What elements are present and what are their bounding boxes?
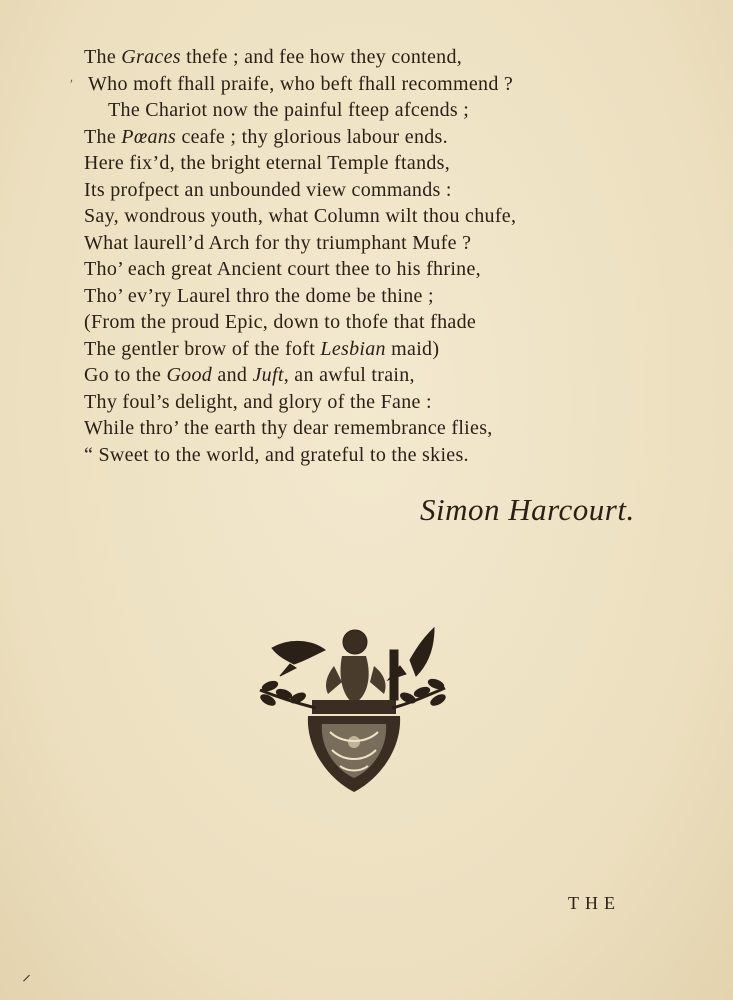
- poem-line: (From the proud Epic, down to thofe that fhade: [84, 311, 477, 333]
- margin-mark: ʹ: [70, 78, 74, 93]
- poem-line: Thy foul’s delight, and glory of the Fane :: [84, 390, 432, 413]
- poem-line: Tho’ ev’ry Laurel thro the dome be thine ;: [84, 284, 434, 307]
- cherub-vignette-icon: [250, 620, 455, 800]
- poem-line: Who moft fhall praife, who beft fhall recommend ?: [88, 72, 514, 95]
- poem-line: The Pœans ceafe ; thy glorious labour ends.: [84, 125, 448, 148]
- poem-line: The Chariot now the painful fteep afcends ;: [108, 99, 470, 121]
- poem-line: The gentler brow of the foft Lesbian maid): [84, 337, 440, 360]
- poem-line: “ Sweet to the world, and grateful to the skies.: [84, 443, 469, 466]
- poem-line: Go to the Good and Juft, an awful train,: [84, 364, 415, 386]
- poem-line: While thro’ the earth thy dear remembrance flies,: [84, 417, 493, 439]
- poem-line: What laurell’d Arch for thy triumphant Mufe ?: [84, 231, 472, 254]
- signature: Simon Harcourt.: [420, 492, 635, 527]
- catchword: THE: [568, 893, 621, 913]
- corner-mark: ⸝: [22, 964, 31, 984]
- poem-line: Say, wondrous youth, what Column wilt thou chufe,: [84, 205, 517, 227]
- poem: [84, 44, 604, 468]
- poem-line: Here fix’d, the bright eternal Temple ftands,: [84, 152, 451, 174]
- poem-line: Tho’ each great Ancient court thee to his fhrine,: [84, 258, 481, 280]
- poem-line: The Graces thefe ; and fee how they contend,: [84, 46, 463, 68]
- poem-line: Its profpect an unbounded view commands :: [84, 178, 452, 201]
